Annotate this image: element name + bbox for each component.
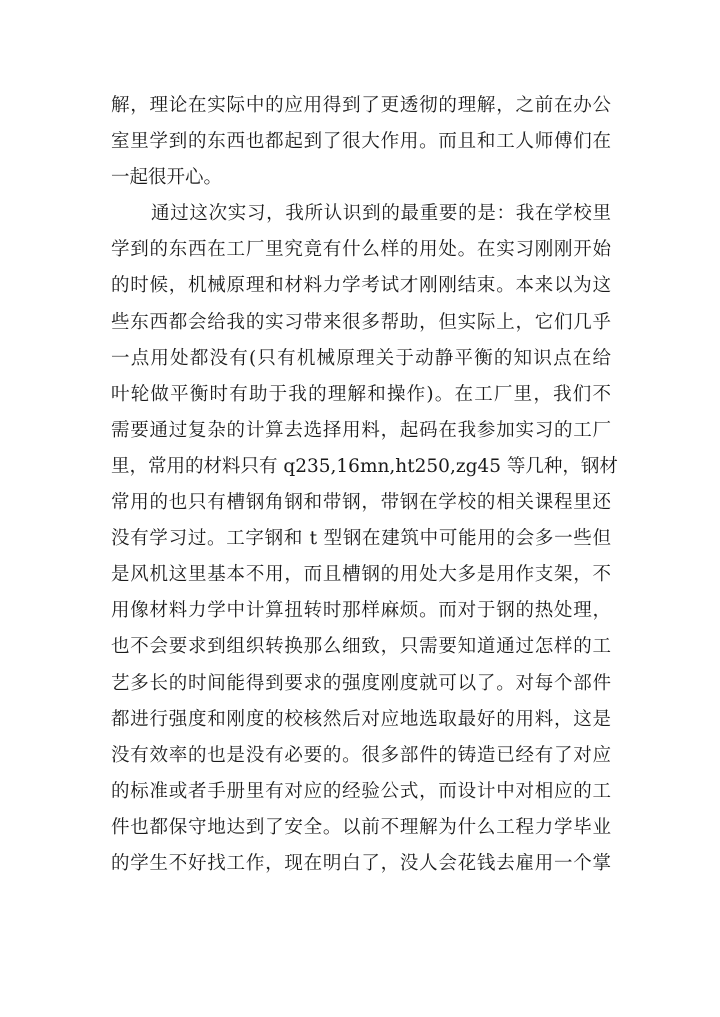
text-line: 里，常用的材料只有 q235,16mn,ht250,zg45 等几种，钢材	[111, 455, 618, 477]
text-line: 需要通过复杂的计算去选择用料，起码在我参加实习的工厂	[111, 419, 611, 441]
text-line: 没有学习过。工字钢和 t 型钢在建筑中可能用的会多一些但	[111, 528, 611, 550]
text-line: 的学生不好找工作，现在明白了，没人会花钱去雇用一个掌	[111, 852, 611, 874]
text-line: 的时候，机械原理和材料力学考试才刚刚结束。本来以为这	[111, 275, 611, 297]
body-text	[111, 88, 618, 882]
text-line: 是风机这里基本不用，而且槽钢的用处大多是用作支架，不	[111, 564, 611, 586]
text-line: 用像材料力学中计算扭转时那样麻烦。而对于钢的热处理，	[111, 600, 611, 622]
text-line: 没有效率的也是没有必要的。很多部件的铸造已经有了对应	[111, 744, 611, 766]
text-line: 解，理论在实际中的应用得到了更透彻的理解，之前在办公	[111, 95, 611, 116]
text-line: 叶轮做平衡时有助于我的理解和操作)。在工厂里，我们不	[111, 383, 611, 405]
text-line: 一点用处都没有(只有机械原理关于动静平衡的知识点在给	[111, 347, 611, 369]
text-line: 些东西都会给我的实习带来很多帮助，但实际上，它们几乎	[111, 311, 611, 333]
text-line: 件也都保守地达到了安全。以前不理解为什么工程力学毕业	[111, 816, 611, 838]
text-line: 一起很开心。	[111, 167, 223, 189]
paragraph-start-line: 通过这次实习，我所认识到的最重要的是：我在学校里	[151, 203, 611, 225]
text-line: 艺多长的时间能得到要求的强度刚度就可以了。对每个部件	[111, 672, 611, 694]
text-line: 学到的东西在工厂里究竟有什么样的用处。在实习刚刚开始	[111, 239, 611, 261]
text-line: 都进行强度和刚度的校核然后对应地选取最好的用料，这是	[111, 708, 611, 730]
text-line: 也不会要求到组织转换那么细致，只需要知道通过怎样的工	[111, 636, 611, 658]
text-line: 的标准或者手册里有对应的经验公式，而设计中对相应的工	[111, 780, 611, 802]
text-line: 常用的也只有槽钢角钢和带钢，带钢在学校的相关课程里还	[111, 492, 611, 514]
text-line: 室里学到的东西也都起到了很大作用。而且和工人师傅们在	[111, 131, 611, 153]
